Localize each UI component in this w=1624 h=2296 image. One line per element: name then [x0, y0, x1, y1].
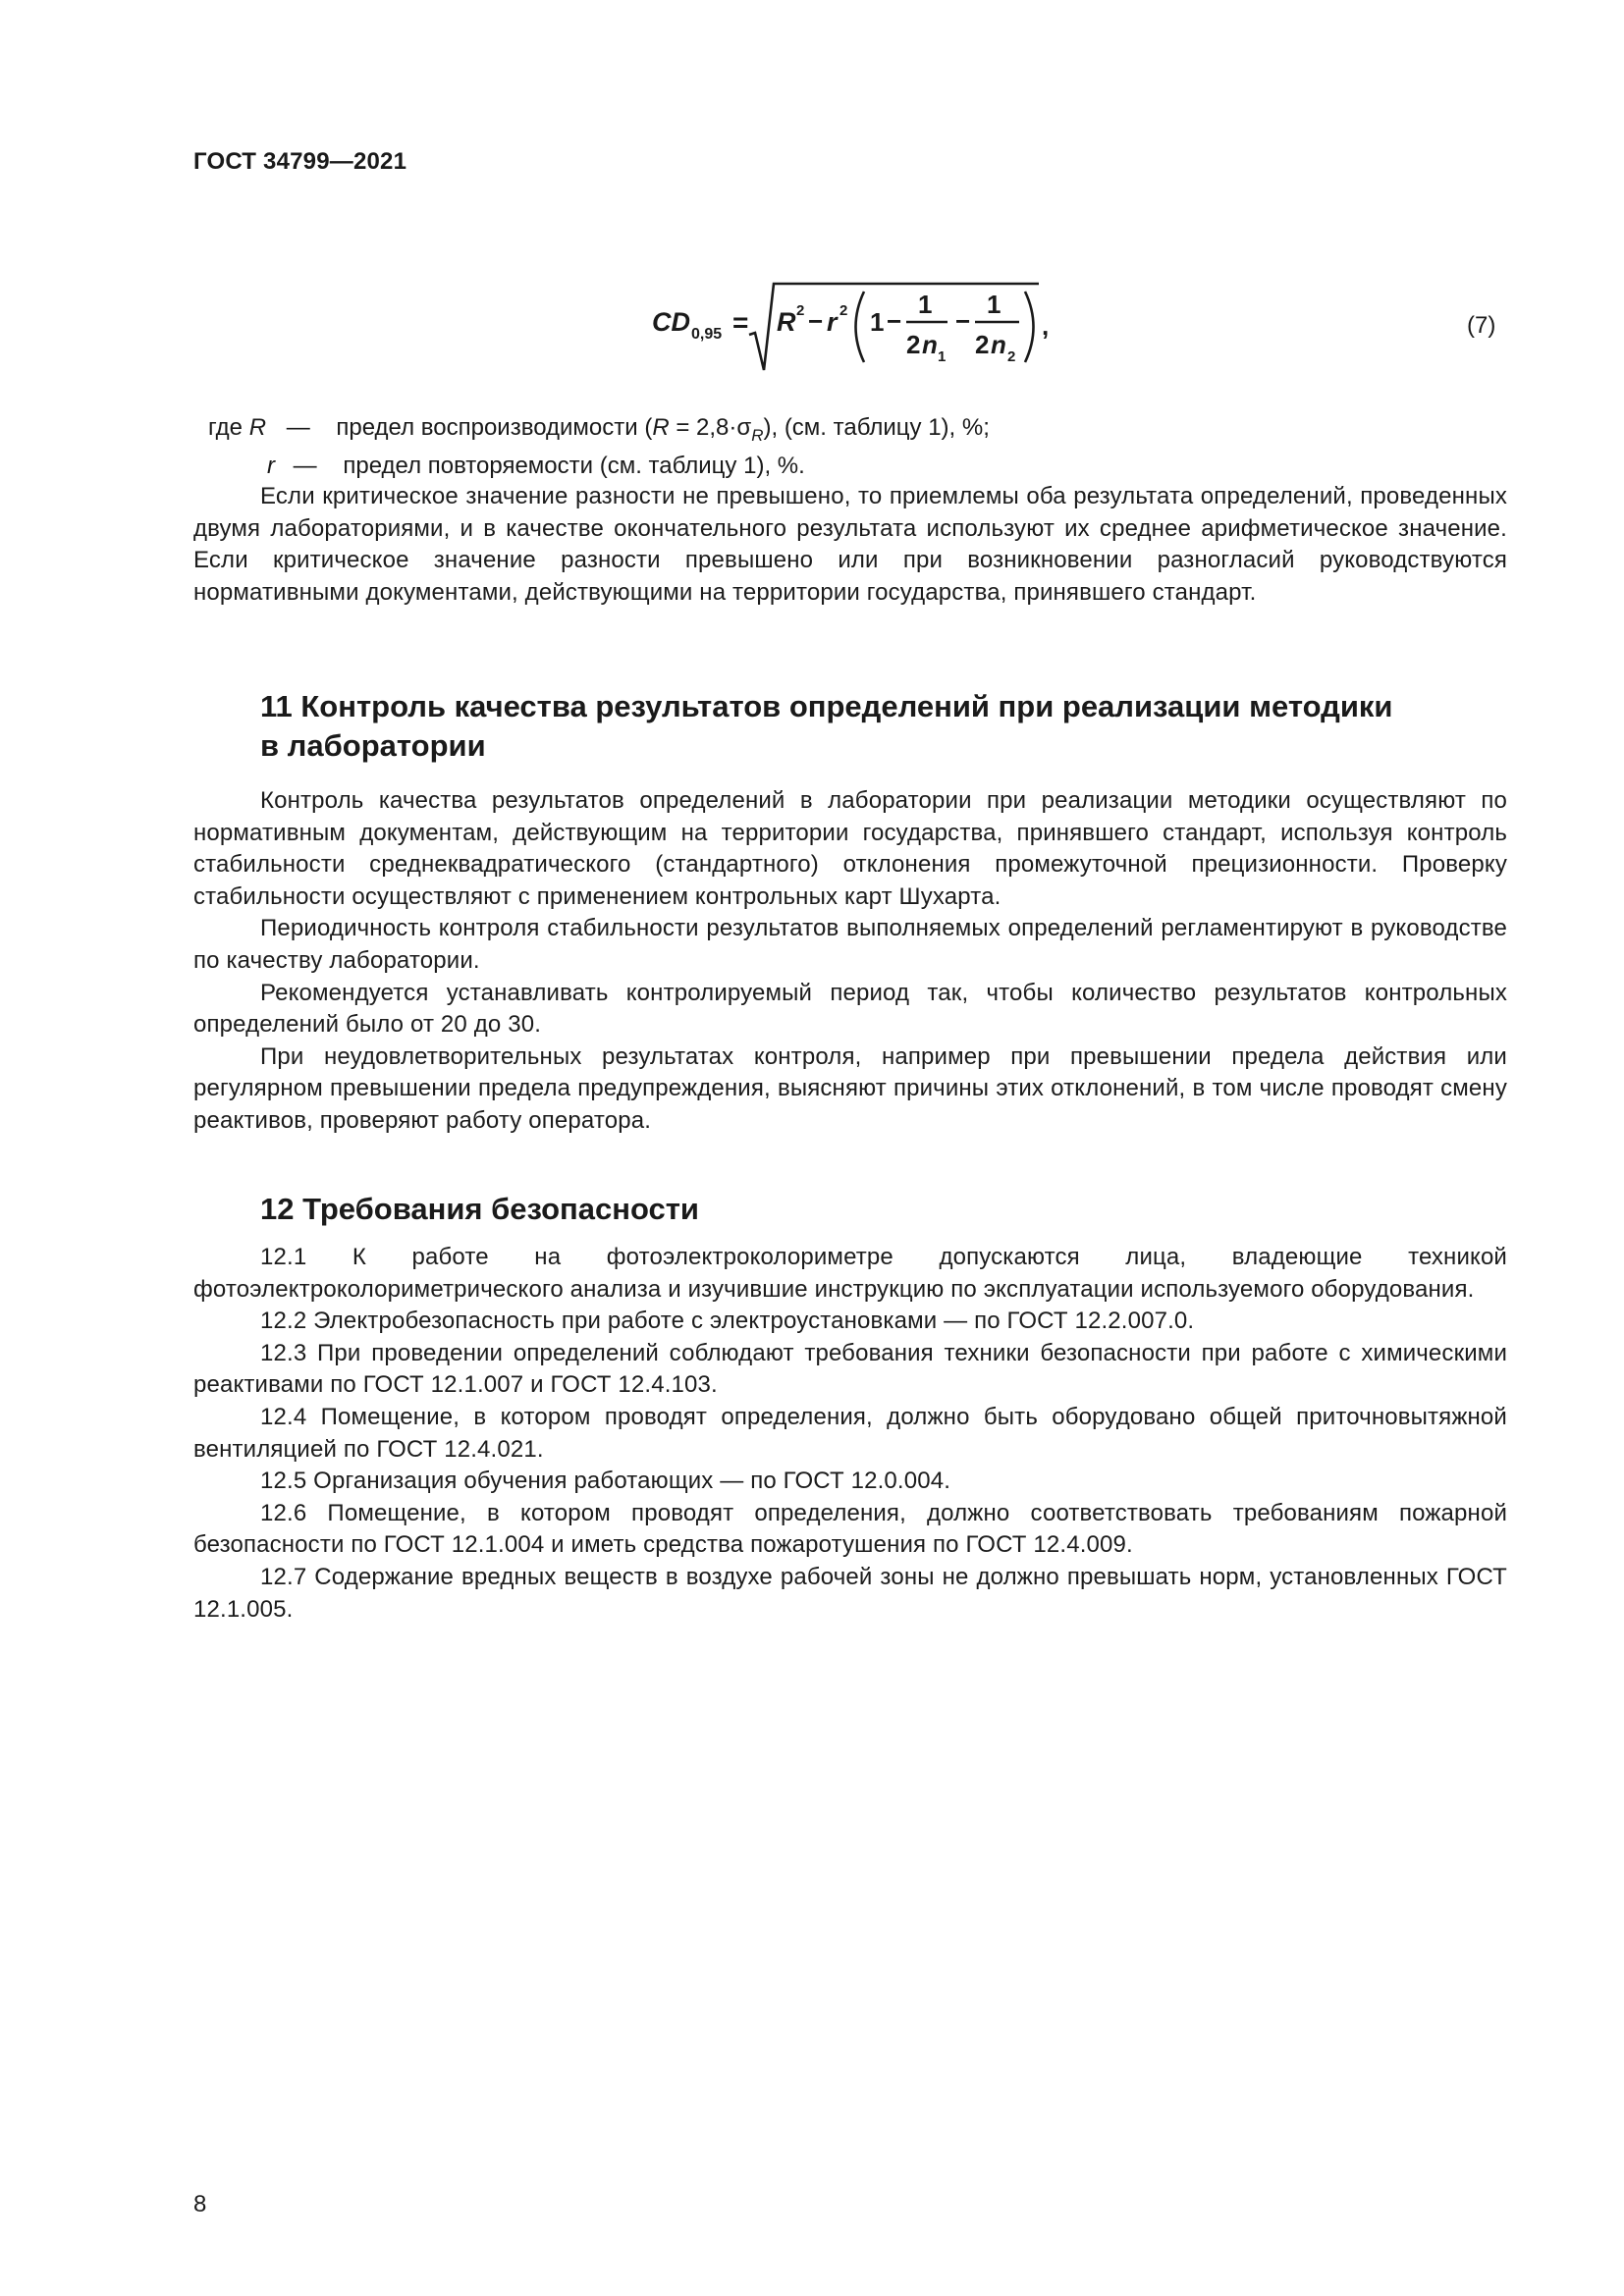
formula-r: r [827, 307, 838, 337]
frac2-den-sub: 2 [1007, 348, 1016, 365]
section-11-body [193, 785, 1507, 1138]
intro-block [193, 481, 1507, 609]
where-text-R-c: ), (см. таблицу 1), %; [763, 414, 990, 441]
where-symbol-r: r [267, 453, 275, 479]
where-text-R-a: предел воспроизводимости ( [336, 414, 653, 441]
frac1-den-2: 2 [906, 330, 921, 359]
frac1-den-n: n [922, 330, 938, 359]
section-11-paragraph: Рекомендуется устанавливать контролируемый период так, чтобы количество результатов контрольных определений было от 20 до 30. [193, 979, 1507, 1039]
formula-lhs-sub: 0,95 [691, 326, 723, 343]
frac2-den-n: n [991, 330, 1006, 359]
where-text-R [336, 414, 990, 445]
frac1-den-sub: 1 [938, 348, 947, 365]
equation-number: (7) [1467, 312, 1496, 339]
formula-lhs: CD [652, 307, 690, 337]
where-text-R-b: = 2,8·σ [669, 414, 752, 441]
section-12-paragraph: 12.7 Содержание вредных веществ в воздухе рабочей зоны не должно превышать норм, установленных ГОСТ 12.1.005. [193, 1563, 1507, 1623]
formula-7 [648, 270, 1060, 378]
where-line-R [208, 412, 990, 452]
formula-equals: = [732, 307, 749, 338]
section-11-paragraph: Периодичность контроля стабильности результатов выполняемых определений регламентируют в руководстве по качеству лаборатории. [193, 915, 1507, 974]
formula-svg [648, 270, 1060, 378]
section-12-body [193, 1242, 1507, 1626]
section-11-title-line2: в лаборатории [260, 728, 486, 763]
formula-R-power: 2 [796, 302, 805, 319]
section-12-paragraph: 12.5 Организация обучения работающих — по ГОСТ 12.0.004. [260, 1468, 951, 1495]
section-11-title-line1: 11 Контроль качества результатов определений при реализации методики [260, 689, 1393, 723]
where-line-r [267, 451, 805, 482]
frac1-numerator: 1 [918, 290, 933, 319]
section-12-paragraph: 12.6 Помещение, в котором проводят определения, должно соответствовать требованиям пожарной безопасности по ГОСТ 12.1.004 и иметь средства пожаротушения по ГОСТ 12.4.009. [193, 1499, 1507, 1559]
where-lead: где [208, 414, 244, 441]
left-paren [856, 292, 865, 362]
where-dash-r: — [293, 453, 317, 479]
section-11-paragraph: Контроль качества результатов определений в лаборатории при реализации методики осуществляют по нормативным документам, действующим на территории государства, принявшего стандарт, используя контроль стабильности среднеквадратического (стандартного) отклонения промежуточной прецизионности. Проверку стабильности осуществляют с применением контрольных карт Шухарта. [193, 787, 1507, 910]
section-12-title: 12 Требования безопасности [260, 1192, 699, 1226]
formula-minus-2: − [887, 306, 902, 336]
standard-header: ГОСТ 34799—2021 [193, 148, 407, 175]
section-11-paragraph: При неудовлетворительных результатах контроля, например при превышении предела действия или регулярном превышении предела предупреждения, выясняют причины этих отклонений, в том числе проводят смену реактивов, проверяют работу оператора. [193, 1042, 1507, 1134]
formula-one: 1 [870, 307, 885, 337]
where-text-R-sub: R [751, 426, 764, 445]
section-12-paragraph: 12.3 При проведении определений соблюдают требования техники безопасности при работе с химическими реактивами по ГОСТ 12.1.007 и ГОСТ 12.4.103. [193, 1339, 1507, 1399]
formula-comma: , [1042, 311, 1050, 341]
where-dash-R: — [286, 414, 310, 441]
right-paren [1025, 292, 1034, 362]
page-number: 8 [193, 2191, 207, 2217]
intro-paragraph: Если критическое значение разности не превышено, то приемлемы оба результата определений, проведенных двумя лабораториями, и в качестве окончательного результата используют их среднее арифметическое значение. Если критическое значение разности превышено или при возникновении разногласий руководствуются нормативными документами, действующими на территории государства, принявшего стандарт. [193, 483, 1507, 606]
section-11-title [260, 687, 1537, 766]
formula-minus-1: − [808, 306, 824, 336]
formula-R: R [777, 307, 796, 337]
where-text-r: предел повторяемости (см. таблицу 1), %. [343, 453, 805, 479]
section-12-paragraph: 12.4 Помещение, в котором проводят определения, должно быть оборудовано общей приточновытяжной вентиляцией по ГОСТ 12.4.021. [193, 1403, 1507, 1463]
formula-r-power: 2 [839, 302, 848, 319]
where-symbol-R: R [248, 414, 267, 441]
frac2-den-2: 2 [975, 330, 990, 359]
formula-minus-3: − [955, 306, 971, 336]
section-12-paragraph: 12.2 Электробезопасность при работе с электроустановками — по ГОСТ 12.2.007.0. [260, 1308, 1195, 1335]
frac2-numerator: 1 [987, 290, 1001, 319]
where-text-R-sym: R [652, 414, 670, 441]
section-12-paragraph: 12.1 К работе на фотоэлектроколориметре допускаются лица, владеющие техникой фотоэлектроколориметрического анализа и изучившие инструкцию по эксплуатации используемого оборудования. [193, 1244, 1507, 1303]
